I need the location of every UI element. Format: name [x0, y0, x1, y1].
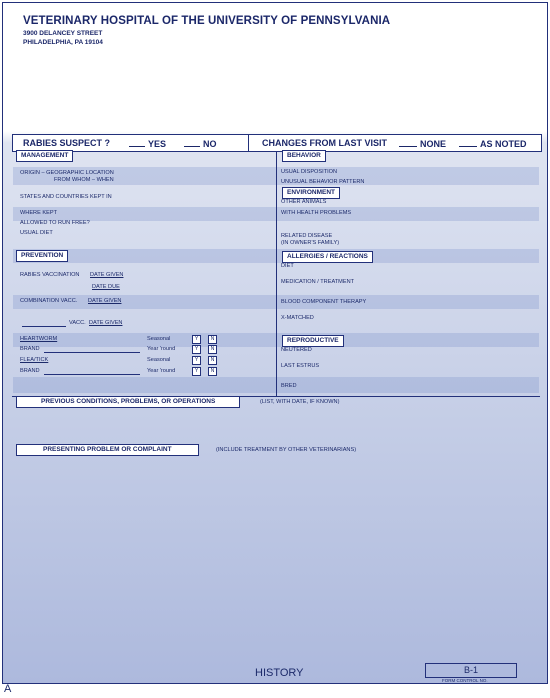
run-free-label: ALLOWED TO RUN FREE? [20, 220, 90, 226]
prevention-section-header: PREVENTION [16, 250, 68, 262]
hospital-street: 3900 DELANCEY STREET [23, 30, 103, 37]
heartworm-brand-label: BRAND [20, 346, 40, 352]
where-kept-label: WHERE KEPT [20, 210, 57, 216]
form-code-box: B-1 [425, 663, 517, 678]
flea-brand-blank[interactable] [44, 374, 140, 375]
topbar-divider [248, 135, 249, 151]
vacc-label: VACC. [69, 320, 86, 326]
reproductive-section-header: REPRODUCTIVE [282, 335, 344, 347]
rabies-yes-option[interactable] [129, 138, 166, 149]
blood-therapy-label: BLOOD COMPONENT THERAPY [281, 299, 367, 305]
figure-label: A [4, 683, 12, 695]
presenting-problem-header: PRESENTING PROBLEM OR COMPLAINT [16, 444, 199, 456]
unusual-behavior-label: UNUSUAL BEHAVIOR PATTERN [281, 179, 365, 185]
history-title: HISTORY [255, 667, 304, 679]
rabies-changes-bar [12, 134, 542, 152]
flea-year-n[interactable]: N [208, 367, 217, 376]
flea-seasonal-label: Seasonal [147, 357, 171, 363]
rabies-no-blank[interactable] [184, 138, 200, 147]
heartworm-year-y[interactable]: Y [192, 345, 201, 354]
other-animals-label: OTHER ANIMALS [281, 199, 327, 205]
heartworm-label: HEARTWORM [20, 336, 58, 342]
usual-diet-label: USUAL DIET [20, 230, 53, 236]
changes-none-option[interactable] [399, 138, 446, 149]
previous-conditions-header: PREVIOUS CONDITIONS, PROBLEMS, OR OPERATIONS [16, 396, 240, 408]
flea-seasonal-n[interactable]: N [208, 356, 217, 365]
changes-noted-blank[interactable] [459, 138, 477, 147]
neutered-label: NEUTERED [281, 347, 312, 353]
diet-label: DIET [281, 263, 294, 269]
origin-from-label: FROM WHOM – WHEN [54, 177, 114, 183]
rabies-vacc-label: RABIES VACCINATION [20, 272, 80, 278]
changes-none-blank[interactable] [399, 138, 417, 147]
form-control-label: FORM CONTROL NO. [442, 678, 488, 683]
history-form [2, 2, 548, 684]
flea-brand-label: BRAND [20, 368, 40, 374]
vacc-date-given[interactable]: DATE GIVEN [89, 320, 123, 326]
changes-label: CHANGES FROM LAST VISIT [262, 138, 388, 148]
heartworm-seasonal-label: Seasonal [147, 336, 171, 342]
rabies-yes-label: YES [148, 139, 167, 149]
heartworm-brand-blank[interactable] [44, 352, 140, 353]
previous-conditions-note: (LIST, WITH DATE, IF KNOWN) [260, 399, 340, 405]
x-matched-label: X-MATCHED [281, 315, 314, 321]
flea-tick-label: FLEA/TICK [20, 357, 49, 363]
hospital-title: VETERINARY HOSPITAL OF THE UNIVERSITY OF PENNSYLVANIA [23, 15, 391, 27]
usual-disposition-label: USUAL DISPOSITION [281, 169, 338, 175]
medication-label: MEDICATION / TREATMENT [281, 279, 355, 285]
combination-date-given[interactable]: DATE GIVEN [88, 298, 122, 304]
origin-label: ORIGIN – GEOGRAPHIC LOCATION [20, 170, 114, 176]
flea-year-y[interactable]: Y [192, 367, 201, 376]
rabies-no-label: NO [203, 139, 217, 149]
owners-family-label: (IN OWNER'S FAMILY) [281, 240, 340, 246]
last-estrus-label: LAST ESTRUS [281, 363, 320, 369]
heartworm-seasonal-y[interactable]: Y [192, 335, 201, 344]
environment-section-header: ENVIRONMENT [282, 187, 340, 199]
management-section-header: MANAGEMENT [16, 150, 73, 162]
changes-noted-option[interactable] [459, 138, 527, 149]
bred-label: BRED [281, 383, 297, 389]
presenting-problem-note: (INCLUDE TREATMENT BY OTHER VETERINARIANS) [216, 447, 357, 453]
rabies-suspect-label: RABIES SUSPECT ? [23, 138, 111, 148]
rabies-date-due[interactable]: DATE DUE [92, 284, 120, 290]
flea-year-round-label: Year 'round [147, 368, 176, 374]
rabies-no-option[interactable] [184, 138, 217, 149]
rabies-yes-blank[interactable] [129, 138, 145, 147]
behavior-section-header: BEHAVIOR [282, 150, 326, 162]
changes-noted-label: AS NOTED [480, 139, 527, 149]
flea-seasonal-y[interactable]: Y [192, 356, 201, 365]
states-label: STATES AND COUNTRIES KEPT IN [20, 194, 112, 200]
rabies-date-given[interactable]: DATE GIVEN [90, 272, 124, 278]
heartworm-year-round-label: Year 'round [147, 346, 176, 352]
vacc-name-blank[interactable] [22, 326, 66, 327]
allergies-section-header: ALLERGIES / REACTIONS [282, 251, 373, 263]
health-problems-label: WITH HEALTH PROBLEMS [281, 210, 352, 216]
hospital-city: PHILADELPHIA, PA 19104 [23, 39, 103, 46]
heartworm-year-n[interactable]: N [208, 345, 217, 354]
related-disease-label: RELATED DISEASE [281, 233, 333, 239]
changes-none-label: NONE [420, 139, 447, 149]
combination-vacc-label: COMBINATION VACC. [20, 298, 78, 304]
heartworm-seasonal-n[interactable]: N [208, 335, 217, 344]
column-divider [276, 152, 277, 396]
